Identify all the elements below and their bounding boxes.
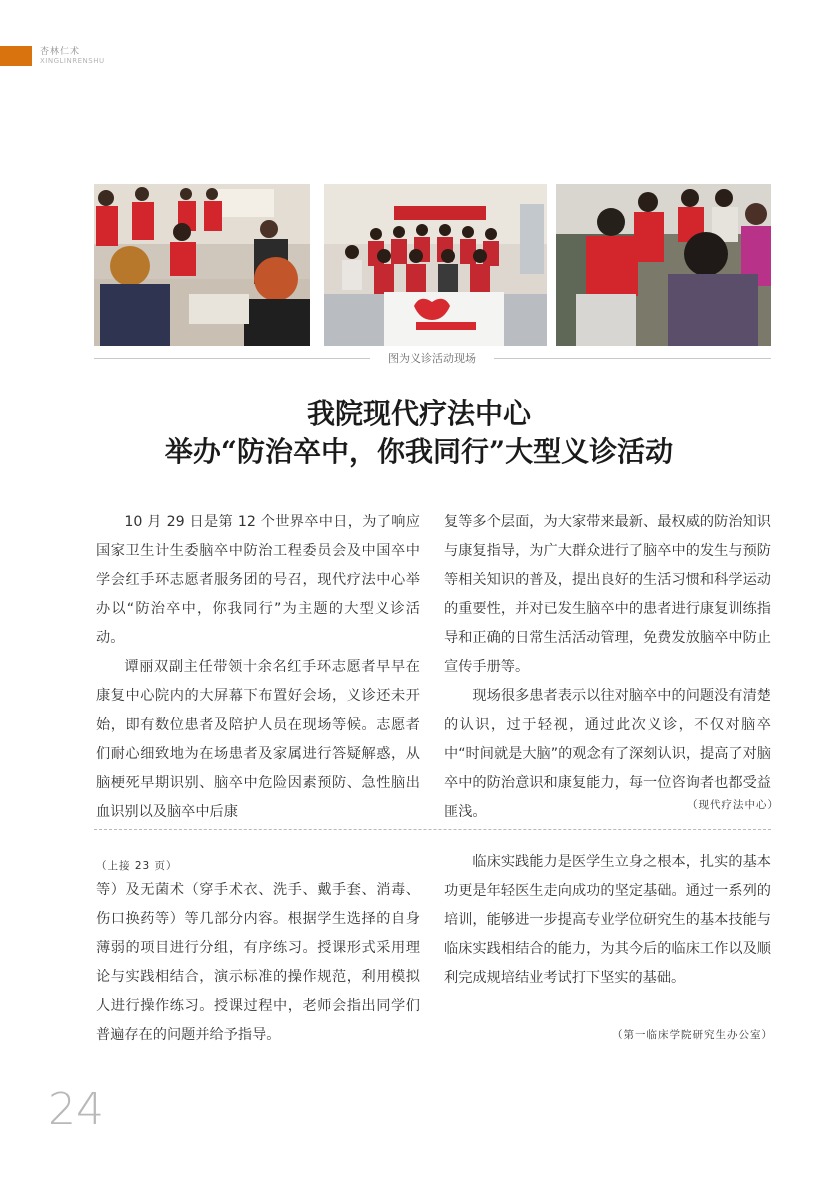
article-paragraph: 复等多个层面，为大家带来最新、最权威的防治知识与康复指导，为广大群众进行了脑卒中的发生与预防等相关知识的普及，提出良好的生活习惯和科学运动的重要性，并对已发生脑卒中的患者进行康复训练指导和正确的日常生活活动管理，免费发放脑卒中防止宣传手册等。 [444,514,771,675]
article-paragraph: 谭丽双副主任带领十余名红手环志愿者早早在康复中心院内的大屏幕下布置好会场，义诊还未开始，即有数位患者及陪护人员在现场等候。志愿者们耐心细致地为在场患者及家属进行答疑解惑，从脑梗死早期识别、脑卒中危险因素预防、急性脑出血识别以及脑卒中后康 [96,659,420,820]
caption-rule-right [494,358,771,359]
section-divider [94,829,771,830]
page-number: 24 [48,1084,104,1135]
section-accent-bar [0,46,32,66]
continued-column-right [444,848,771,993]
article-column-left [96,508,420,827]
continued-paragraph: 等）及无菌术（穿手术衣、洗手、戴手套、消毒、伤口换药等）等几部分内容。根据学生选择的自身薄弱的项目进行分组，有序练习。授课形式采用理论与实践相结合，演示标准的操作规范，利用模拟人进行操作练习。授课过程中，老师会指出同学们普遍存在的问题并给予指导。 [96,882,420,1043]
photo-caption: 图为义诊活动现场 [388,352,476,365]
photo-patient-consultation [556,184,771,346]
section-title-pinyin: XINGLINRENSHU [40,57,105,65]
continued-paragraph: 临床实践能力是医学生立身之根本，扎实的基本功更是年轻医生走向成功的坚定基础。通过一系列的培训，能够进一步提高专业学位研究生的基本技能与临床实践相结合的能力，为其今后的临床工作以及顺利完成规培结业考试打下坚实的基础。 [444,854,771,986]
caption-rule-left [94,358,370,359]
continued-signature: （第一临床学院研究生办公室） [612,1029,773,1041]
article-title-line1: 我院现代疗法中心 [306,397,531,430]
article-paragraph: 现场很多患者表示以往对脑卒中的问题没有清楚的认识，过于轻视，通过此次义诊，不仅对脑卒中“时间就是大脑”的观念有了深刻认识，提高了对脑卒中的防治意识和康复能力，每一位咨询者也都受益匪浅。 [444,688,771,820]
continued-from-label: （上接 23 页） [96,860,178,872]
article-column-right [444,508,771,827]
photo-volunteer-group [324,184,547,346]
photo-strip [94,184,771,346]
article-signature: （现代疗法中心） [687,799,779,811]
article-title-line2: 举办“防治卒中，你我同行”大型义诊活动 [164,435,674,468]
section-title: 杏林仁术 [40,47,81,57]
continued-column-left [96,876,420,1050]
photo-blood-pressure-check [94,184,310,346]
article-paragraph: 10 月 29 日是第 12 个世界卒中日，为了响应国家卫生计生委脑卒中防治工程委员会及中国卒中学会红手环志愿者服务团的号召，现代疗法中心举办以“防治卒中，你我同行”为主题的大型义诊活动。 [96,514,420,646]
